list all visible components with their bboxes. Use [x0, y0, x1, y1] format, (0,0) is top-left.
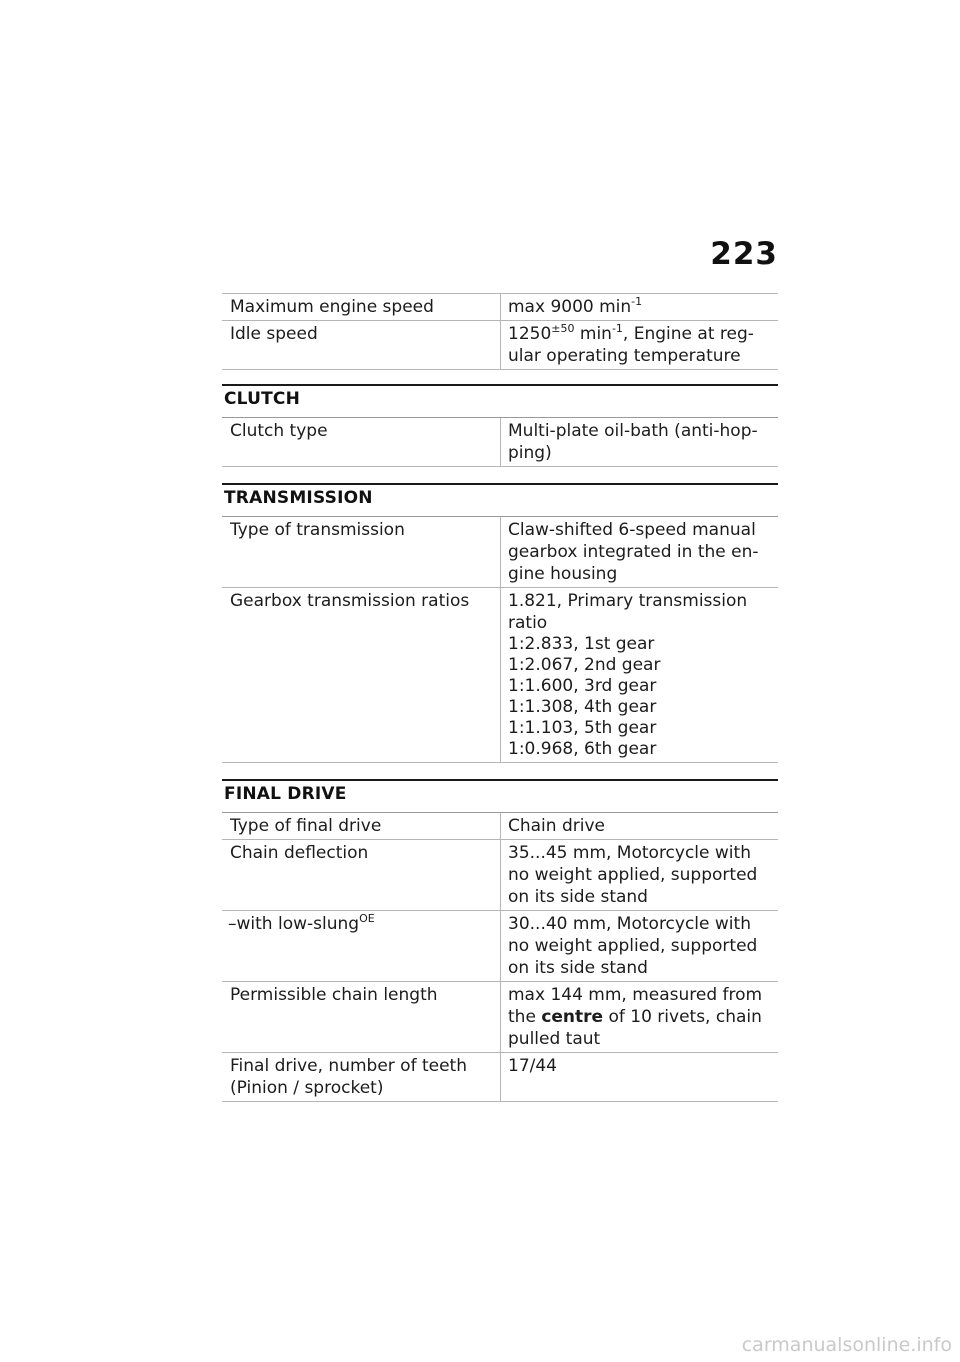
gear-ratio: 1:2.067, 2nd gear: [508, 655, 661, 675]
spec-label: Chain deflection: [222, 840, 501, 910]
table-row: [222, 588, 778, 763]
table-row: [222, 293, 778, 321]
gear-ratio: 1:0.968, 6th gear: [508, 739, 657, 759]
spec-value: Multi-plate oil-bath (anti-hop- ping): [508, 421, 758, 463]
engine-speed-table: [222, 293, 778, 370]
spec-value: 1.821, Primary transmission ratio 1:2.833, 1st gear 1:2.067, 2nd gear 1:1.600, 3rd gear 1:1.308, 4th gear 1:1.103, 5th gear 1:0.968, 6th gear: [501, 588, 778, 762]
spec-value: max 144 mm, measured from the centre of 10 rivets, chain pulled taut: [508, 985, 763, 1049]
spec-label: Type of transmission: [222, 517, 501, 587]
spec-value: 30...40 mm, Motorcycle with no weight applied, supported on its side stand: [508, 914, 758, 978]
gear-ratio: 1:1.103, 5th gear: [508, 718, 657, 738]
table-row: [222, 517, 778, 588]
table-row: [222, 982, 778, 1053]
table-row: [222, 840, 778, 911]
gear-ratio: 1:1.308, 4th gear: [508, 697, 657, 717]
spec-label: Permissible chain length: [222, 982, 501, 1052]
clutch-section: [222, 384, 778, 467]
table-row: [222, 418, 778, 467]
spec-label: Idle speed: [222, 321, 501, 369]
page-number: 223: [710, 236, 778, 272]
final-drive-section: [222, 779, 778, 1102]
spec-value: 35...45 mm, Motorcycle with no weight applied, supported on its side stand: [508, 843, 758, 907]
spec-value: $1250^{\pm 50}$ $\min^{-1}$, Engine at reg- ular operating temperature: [508, 322, 754, 366]
spec-label: –with low-slung$^{OE}$: [222, 911, 501, 981]
spec-label: Final drive, number of teeth (Pinion / sprocket): [222, 1053, 501, 1101]
transmission-section: [222, 483, 778, 763]
footer-watermark-url: carmanualsonline.info: [741, 1334, 952, 1356]
gear-ratio: 1:2.833, 1st gear: [508, 634, 655, 654]
spec-label: Type of final drive: [222, 813, 501, 839]
table-row: [222, 321, 778, 370]
spec-value: max 9000 $\min^{-1}$: [508, 295, 643, 317]
table-row: [222, 911, 778, 982]
gear-ratio: 1:1.600, 3rd gear: [508, 676, 657, 696]
section-heading: TRANSMISSION: [222, 485, 778, 517]
spec-label: Gearbox transmission ratios: [222, 588, 501, 762]
spec-value: 17/44: [508, 1056, 557, 1076]
section-heading: CLUTCH: [222, 386, 778, 418]
spec-value: Claw-shifted 6-speed manual gearbox integrated in the en- gine housing: [508, 520, 759, 584]
section-heading: FINAL DRIVE: [222, 781, 778, 813]
spec-label: Maximum engine speed: [222, 294, 501, 320]
table-row: [222, 1053, 778, 1102]
table-row: [222, 813, 778, 840]
spec-label: Clutch type: [222, 418, 501, 466]
spec-value: Chain drive: [508, 816, 605, 836]
